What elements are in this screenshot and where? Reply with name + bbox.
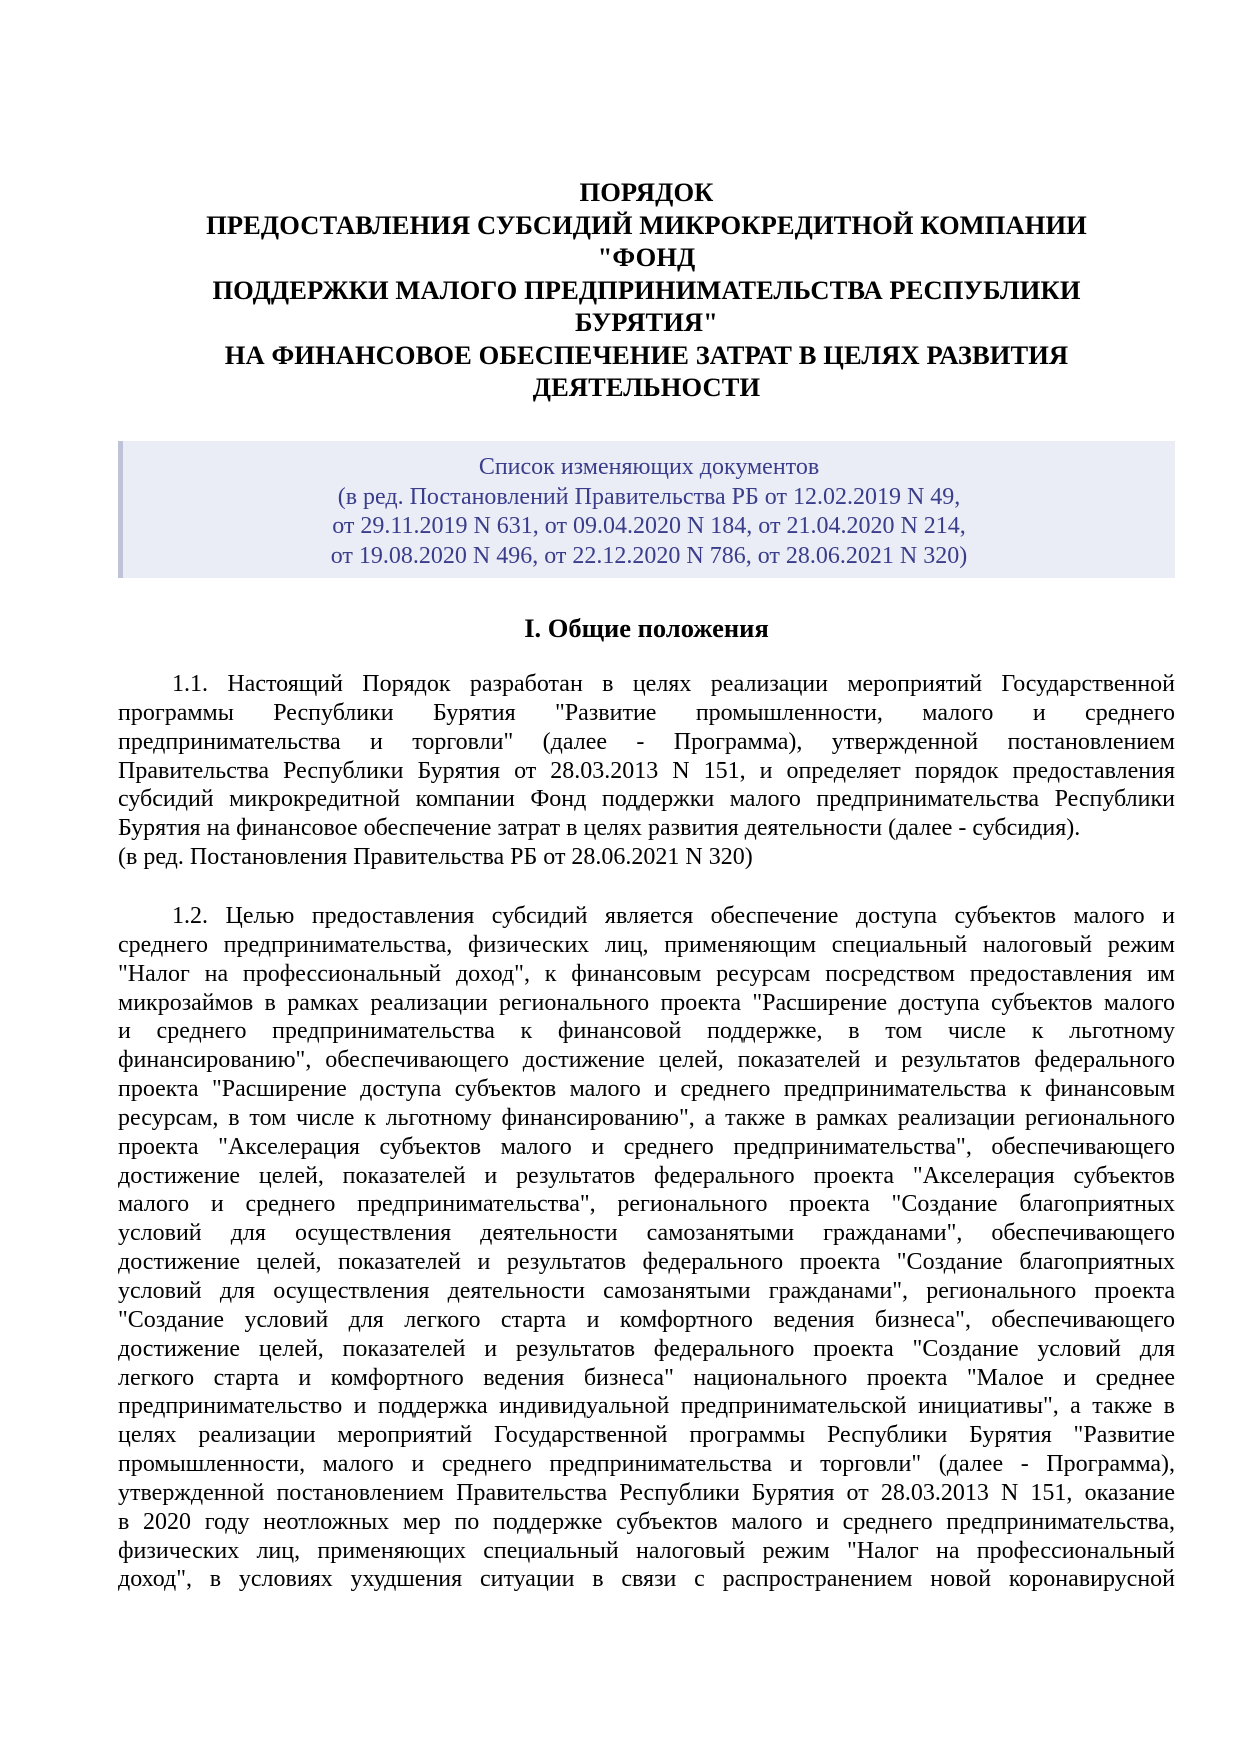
paragraph-line: среднего предпринимательства, физических лиц, применяющим специальный налоговый режим xyxy=(118,931,1175,958)
amendments-line: от 19.08.2020 N 496, от 22.12.2020 N 786, от 28.06.2021 N 320) xyxy=(330,542,968,569)
paragraph-line: проекта "Акселерация субъектов малого и среднего предпринимательства", обеспечивающего xyxy=(118,1133,1175,1160)
paragraph-line: предпринимательства и торговли" (далее - Программа), утвержденной постановлением xyxy=(118,728,1175,755)
paragraph-line: ресурсам, в том числе к льготному финансированию", а также в рамках реализации регионального xyxy=(118,1104,1175,1131)
paragraph-line: программы Республики Бурятия "Развитие промышленности, малого и среднего xyxy=(118,699,1175,726)
amendments-line: Список изменяющих документов xyxy=(478,454,820,480)
paragraph-line: Бурятия на финансовое обеспечение затрат в целях развития деятельности (далее - субсидия). xyxy=(118,815,1081,842)
amendments-line: (в ред. Постановлений Правительства РБ от 12.02.2019 N 49, xyxy=(337,483,961,510)
title-line: ПРЕДОСТАВЛЕНИЯ СУБСИДИЙ МИКРОКРЕДИТНОЙ КОМПАНИИ xyxy=(206,209,1087,240)
paragraph-line: финансированию", обеспечивающего достижение целей, показателей и результатов федерального xyxy=(118,1047,1175,1074)
paragraph-line: субсидий микрокредитной компании Фонд поддержки малого предпринимательства Республики xyxy=(118,786,1175,813)
paragraph-line: микрозаймов в рамках реализации регионального проекта "Расширение доступа субъектов малого xyxy=(118,989,1175,1016)
section-heading: I. Общие положения xyxy=(524,613,769,643)
paragraph-line: достижение целей, показателей и результатов федерального проекта "Акселерация субъектов xyxy=(118,1162,1175,1189)
paragraph-1-2 xyxy=(118,902,1175,1594)
amendments-line: от 29.11.2019 N 631, от 09.04.2020 N 184, от 21.04.2020 N 214, xyxy=(332,513,966,539)
paragraph-1-1 xyxy=(118,670,1175,872)
document-title xyxy=(118,176,1175,404)
paragraph-line: физических лиц, применяющих специальный налоговый режим "Налог на профессиональный xyxy=(118,1537,1175,1564)
paragraph-line: в 2020 году неотложных мер по поддержке субъектов малого и среднего предпринимательства, xyxy=(118,1508,1175,1535)
amendments-box xyxy=(118,441,1175,578)
paragraph-line: достижение целей, показателей и результатов федерального проекта "Создание благоприятных xyxy=(118,1249,1175,1276)
amendments-text xyxy=(123,453,1175,571)
title-line: БУРЯТИЯ" xyxy=(575,307,718,337)
paragraph-line: промышленности, малого и среднего предпринимательства и торговли" (далее - Программа), xyxy=(118,1451,1175,1478)
title-line: ПОРЯДОК xyxy=(579,177,714,207)
paragraph-line: проекта "Расширение доступа субъектов малого и среднего предпринимательства к финансовым xyxy=(118,1076,1175,1103)
title-line: ПОДДЕРЖКИ МАЛОГО ПРЕДПРИНИМАТЕЛЬСТВА РЕСПУБЛИКИ xyxy=(212,274,1081,305)
paragraph-line: достижение целей, показателей и результатов федерального проекта "Создание условий для xyxy=(118,1335,1175,1362)
paragraph-line: утвержденной постановлением Правительства Республики Бурятия от 28.03.2013 N 151, оказание xyxy=(118,1479,1175,1506)
paragraph-line: предпринимательство и поддержка индивидуальной предпринимательской инициативы", а также в xyxy=(118,1393,1175,1420)
paragraph-line: 1.2. Целью предоставления субсидий является обеспечение доступа субъектов малого и xyxy=(172,903,1175,929)
paragraph-line: и среднего предпринимательства к финансовой поддержке, в том числе к льготному xyxy=(118,1018,1175,1045)
amendment-note: (в ред. Постановления Правительства РБ от 28.06.2021 N 320) xyxy=(118,844,753,871)
paragraph-line: условий для осуществления деятельности самозанятыми гражданами", обеспечивающего xyxy=(118,1220,1175,1247)
paragraph-line: целях реализации мероприятий Государственной программы Республики Бурятия "Развитие xyxy=(118,1422,1175,1449)
paragraph-line: Правительства Республики Бурятия от 28.03.2013 N 151, и определяет порядок предоставления xyxy=(118,757,1175,784)
paragraph-line: 1.1. Настоящий Порядок разработан в целях реализации мероприятий Государственной xyxy=(172,671,1175,697)
title-line: НА ФИНАНСОВОЕ ОБЕСПЕЧЕНИЕ ЗАТРАТ В ЦЕЛЯХ РАЗВИТИЯ xyxy=(224,339,1069,370)
paragraph-line: малого и среднего предпринимательства", регионального проекта "Создание благоприятных xyxy=(118,1191,1175,1218)
title-line: ДЕЯТЕЛЬНОСТИ xyxy=(532,372,761,402)
paragraph-line: "Создание условий для легкого старта и комфортного ведения бизнеса", обеспечивающего xyxy=(118,1306,1175,1333)
paragraph-line: легкого старта и комфортного ведения бизнеса" национального проекта "Малое и среднее xyxy=(118,1364,1175,1391)
title-line: "ФОНД xyxy=(597,242,696,272)
paragraph-line: доход", в условиях ухудшения ситуации в связи с распространением новой коронавирусной xyxy=(118,1566,1175,1593)
paragraph-line: условий для осуществления деятельности самозанятыми гражданами", регионального проекта xyxy=(118,1277,1175,1304)
paragraph-line: "Налог на профессиональный доход", к финансовым ресурсам посредством предоставления им xyxy=(118,960,1175,987)
